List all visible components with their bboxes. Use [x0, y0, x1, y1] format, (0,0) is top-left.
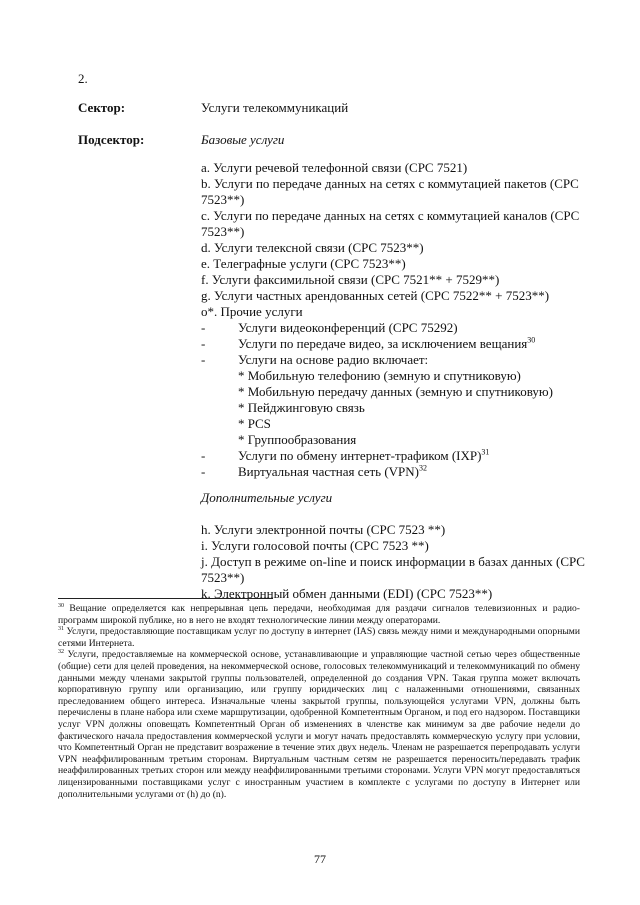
- other-service-ixp: [201, 448, 586, 464]
- additional-services-title: Дополнительные услуги: [201, 490, 333, 505]
- other-service-label: Услуги по передаче видео, за исключением вещания: [238, 336, 528, 351]
- footnote-ref-31[interactable]: 31: [481, 447, 490, 457]
- other-service-text: [238, 352, 428, 368]
- basic-item-g: g. Услуги частных арендованных сетей (CPC 7522** + 7523**): [201, 288, 550, 303]
- footnote-number: 31: [58, 626, 64, 632]
- list-dash: -: [201, 336, 206, 351]
- footnote-text: Услуги, предоставляющие поставщикам услуг по доступу в интернет (IAS) связь между ними и международными опорными сетями Интернета.: [58, 626, 580, 649]
- list-dash: -: [201, 352, 206, 367]
- other-service-vpn: [201, 464, 586, 480]
- basic-item-f: f. Услуги факсимильной связи (CPC 7521** + 7529**): [201, 272, 500, 287]
- footnote-31: [58, 626, 580, 649]
- list-dash: -: [201, 320, 206, 335]
- radio-item: * Мобильную передачу данных (земную и спутниковую): [238, 384, 553, 399]
- other-service-text: [238, 320, 458, 336]
- other-service-text: [238, 448, 489, 464]
- additional-item-k: k. Электронный обмен данными (EDI) (CPC 7523**): [201, 586, 493, 601]
- footnote-text: Услуги, предоставляемые на коммерческой основе, устанавливающие и управляющие частной сетью через общественные (общие) сети для целей проведения, на некоммерческой основе, голосовых телекоммуникаций и телекоммуникаций по обмену данными между членами закрытой группы пользователей, определенной до создания VPN. Такая группа может включать корпоративную группу или организацию, или группу юридических лиц с налаженными отношениями, связанных преследованием общего интереса. Изначальные члены закрытой группы, пользующейся услугами VPN, должны быть перечислены в плане набора или схеме маршрутизации, одобренной Компетентным Органом, и под его надзором. Поставщики услуг VPN должны оповещать Компетентный Орган об изменениях в членстве как минимум за две рабочие недели до фактического начала предоставления коммерческой услуги и могут начать предоставлять коммерческую услугу при условии, что Компетентный Орган не представит возражение в течение этих двух недель. Членам не разрешается перепродавать услуги VPN неаффилированным третьим сторонам. Виртуальным частным сетям не разрешается переносить/передавать трафик неаффилированных третьих сторон или между неаффилированными третьими сторонами. Услуги VPN могут предоставляться лицензированными поставщиками услуг с иностранным участием в комплекте с услугами по доступу в Интернет или дополнительными услугами от (h) до (n).: [58, 649, 580, 800]
- section-number: 2.: [78, 71, 88, 86]
- basic-item-b: b. Услуги по передаче данных на сетях с коммутацией пакетов (CPC 7523**): [201, 176, 579, 207]
- basic-item-a: a. Услуги речевой телефонной связи (CPC 7521): [201, 160, 468, 175]
- list-dash: -: [201, 448, 206, 463]
- basic-item-o: o*. Прочие услуги: [201, 304, 303, 319]
- sector-label: Сектор:: [78, 100, 126, 115]
- radio-item: * Группообразования: [238, 432, 357, 447]
- footnote-number: 30: [58, 602, 64, 609]
- radio-item: * Мобильную телефонию (земную и спутниковую): [238, 368, 521, 383]
- footnotes: [58, 603, 580, 800]
- footnote-30: [58, 603, 580, 626]
- other-service-label: Услуги по обмену интернет-трафиком (IXP): [238, 448, 482, 463]
- additional-item-h: h. Услуги электронной почты (CPC 7523 **): [201, 522, 446, 537]
- other-service-video-conf: [201, 320, 586, 336]
- other-service-label: Услуги видеоконференций (CPC 75292): [238, 320, 458, 335]
- page-number: 77: [314, 852, 326, 866]
- sector-value: Услуги телекоммуникаций: [201, 100, 349, 115]
- footnote-number: 32: [58, 649, 64, 656]
- other-service-text: [238, 464, 427, 480]
- footnote-text: Вещание определяется как непрерывная цепь передачи, необходимая для раздачи сигналов телевизионных и радио-программ широкой публике, но в него не входят технологические линии между операторами.: [58, 603, 580, 626]
- other-service-label: Виртуальная частная сеть (VPN): [238, 464, 419, 479]
- other-service-radio: [201, 352, 586, 368]
- footnote-32: [58, 649, 580, 800]
- footnote-divider: [58, 598, 273, 599]
- additional-item-j: j. Доступ в режиме on-line и поиск информации в базах данных (CPC 7523**): [201, 554, 585, 585]
- basic-item-c: c. Услуги по передаче данных на сетях с коммутацией каналов (CPC 7523**): [201, 208, 580, 239]
- additional-item-i: i. Услуги голосовой почты (CPC 7523 **): [201, 538, 429, 553]
- list-dash: -: [201, 464, 206, 479]
- footnote-ref-30[interactable]: 30: [527, 335, 536, 345]
- other-service-label: Услуги на основе радио включает:: [238, 352, 429, 367]
- other-service-video: [201, 336, 586, 352]
- radio-item: * PCS: [238, 416, 271, 431]
- radio-item: * Пейджинговую связь: [238, 400, 365, 415]
- basic-item-d: d. Услуги телексной связи (CPC 7523**): [201, 240, 424, 255]
- other-service-text: [238, 336, 535, 352]
- subsector-label: Подсектор:: [78, 132, 145, 147]
- services-list: [201, 160, 586, 602]
- footnote-ref-32[interactable]: 32: [419, 463, 427, 473]
- subsector-value: Базовые услуги: [201, 132, 285, 147]
- basic-item-e: e. Телеграфные услуги (CPC 7523**): [201, 256, 406, 271]
